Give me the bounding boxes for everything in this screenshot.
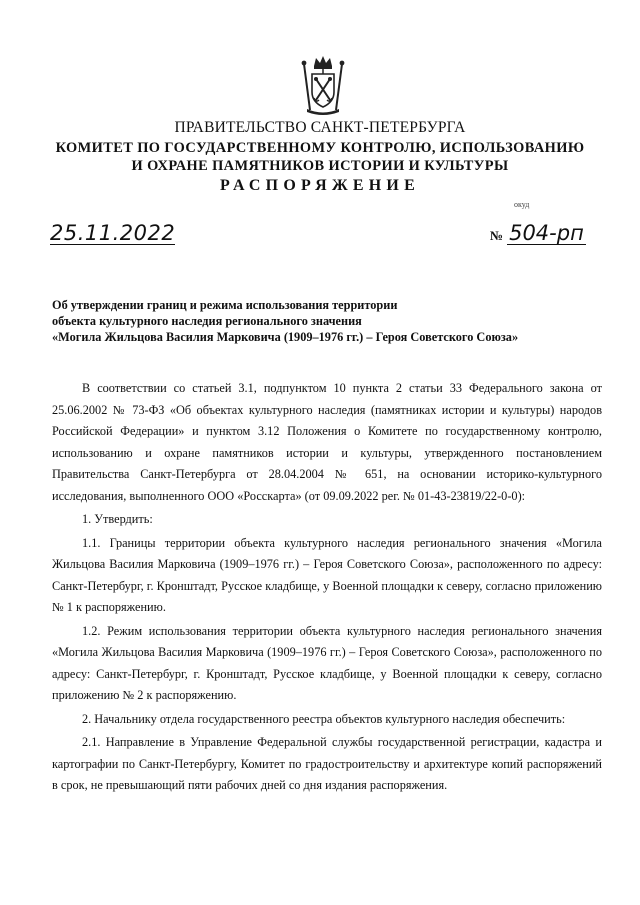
committee-title-line1: КОМИТЕТ ПО ГОСУДАРСТВЕННОМУ КОНТРОЛЮ, ИСПОЛЬЗОВАНИЮ bbox=[55, 140, 585, 156]
item-1: 1. Утвердить: bbox=[82, 512, 153, 526]
item-2: 2. Начальнику отдела государственного реестра объектов культурного наследия обеспечить: bbox=[82, 711, 566, 726]
number-value: 504-рп bbox=[509, 221, 584, 245]
document-subject bbox=[52, 297, 612, 345]
subject-line: «Могила Жильцова Василия Марковича (1909–1976 гг.) – Героя Советского Союза» bbox=[52, 330, 519, 344]
preamble-paragraph: В соответствии со статьей 3.1, подпунктом 10 пункта 2 статьи 33 Федерального закона от 25.06.2002 № 73-ФЗ «Об объектах культурного наследия (памятниках истории и культуры) народов Российской Федерации» и пунктом 3.12 Положения о Комитете по государственному контролю, использованию и охране памятников истории и культуры, утвержденного постановлением Правительства Санкт-Петербурга от 28.04.2004 № 651, на основании историко-культурного исследования, выполненного ООО «Росскарта» (от 09.09.2022 рег. № 01-43-23819/22-0-0): bbox=[52, 381, 602, 503]
item-2-1: 2.1. Направление в Управление Федеральной службы государственной регистрации, кадастра и картографии по Санкт-Петербургу, Комитет по градостроительству и архитектуре копий распоряжений в срок, не превышающий пяти рабочих дней со дня издания распоряжения. bbox=[52, 735, 602, 792]
document-number bbox=[490, 222, 586, 247]
document-date: 25.11.2022 bbox=[50, 221, 176, 245]
item-1-2: 1.2. Режим использования территории объекта культурного наследия регионального значения «Могила Жильцова Василия Марковича (1909–1976 гг.) – Героя Советского Союза», расположенного по адресу: Санкт-Петербург, г. Кронштадт, Русское кладбище, у Военной площадки к северу, согласно приложению № 2 к распоряжению. bbox=[52, 623, 602, 702]
subject-line: объекта культурного наследия регионального значения bbox=[52, 314, 362, 328]
number-sign: № bbox=[490, 228, 504, 243]
okud-label: окуд bbox=[514, 200, 530, 209]
item-1-1: 1.1. Границы территории объекта культурного наследия регионального значения «Могила Жильцова Василия Марковича (1909–1976 гг.) – Героя Советского Союза», расположенного по адресу: Санкт-Петербург, г. Кронштадт, Русское кладбище, у Военной площадки к северу, согласно приложению № 1 к распоряжению. bbox=[52, 535, 602, 614]
document-body bbox=[52, 378, 602, 797]
government-title: ПРАВИТЕЛЬСТВО САНКТ-ПЕТЕРБУРГА bbox=[174, 119, 466, 136]
coat-of-arms-emblem bbox=[298, 54, 348, 116]
committee-title-line2: И ОХРАНЕ ПАМЯТНИКОВ ИСТОРИИ И КУЛЬТУРЫ bbox=[131, 158, 509, 174]
document-type: РАСПОРЯЖЕНИЕ bbox=[220, 177, 420, 194]
subject-line: Об утверждении границ и режима использования территории bbox=[52, 298, 398, 312]
